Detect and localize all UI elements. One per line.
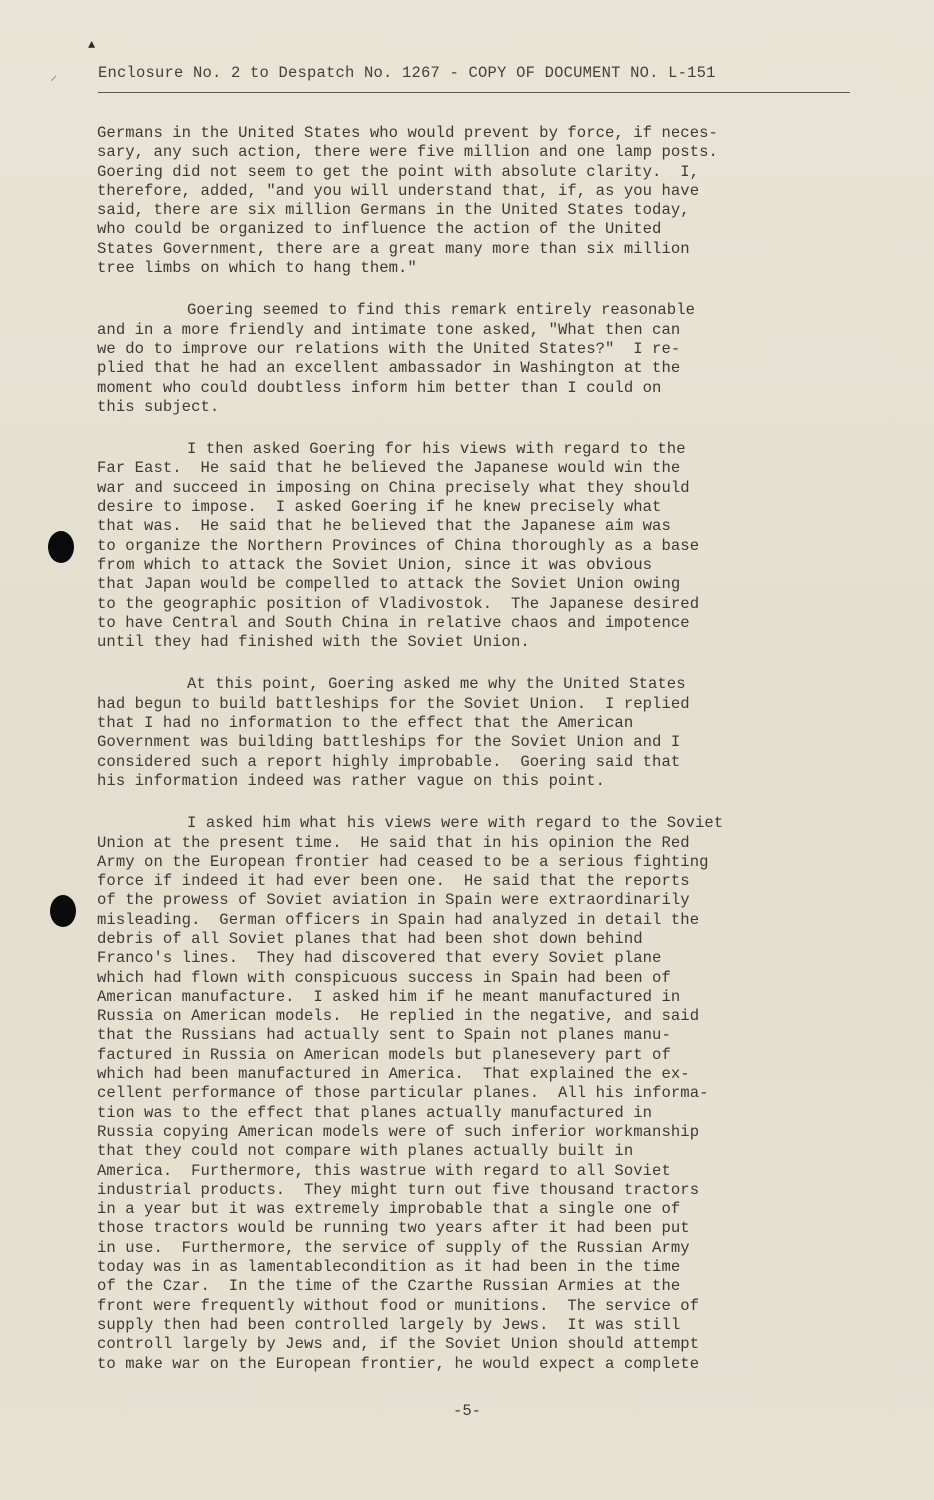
text-line: tree limbs on which to hang them." — [97, 259, 417, 278]
text-line: Russia copying American models were of such inferior workmanship — [97, 1122, 700, 1141]
corner-mark: ▲ — [88, 38, 96, 52]
text-line: tion was to the effect that planes actually manufactured in — [97, 1103, 653, 1122]
text-line: said, there are six million Germans in the United States today, — [97, 201, 690, 220]
edge-mark: ⸝ — [50, 69, 57, 85]
text-line: and in a more friendly and intimate tone asked, "What then can — [97, 320, 681, 339]
text-line: misleading. German officers in Spain had analyzed in detail the — [97, 910, 700, 929]
text-line: from which to attack the Soviet Union, since it was obvious — [97, 555, 653, 574]
text-line: front were frequently without food or munitions. The service of — [97, 1296, 700, 1315]
text-line: of the prowess of Soviet aviation in Spain were extraordinarily — [97, 891, 690, 910]
text-line: sary, any such action, there were five million and one lamp posts. — [97, 143, 718, 162]
text-line: we do to improve our relations with the United States?" I re- — [97, 339, 681, 358]
text-line: Goering did not seem to get the point with absolute clarity. I, — [97, 162, 700, 181]
text-line: American manufacture. I asked him if he meant manufactured in — [97, 987, 681, 1006]
text-line: controll largely by Jews and, if the Soviet Union should attempt — [97, 1335, 700, 1354]
text-line: those tractors would be running two years after it had been put — [97, 1219, 690, 1238]
text-line: to make war on the European frontier, he would expect a complete — [97, 1354, 700, 1373]
text-line: in a year but it was extremely improbable that a single one of — [97, 1200, 681, 1219]
text-line: Far East. He said that he believed the Japanese would win the — [97, 459, 681, 478]
text-line: this subject. — [97, 397, 220, 416]
text-line: to have Central and South China in relative chaos and impotence — [97, 613, 690, 632]
text-line: of the Czar. In the time of the Czarthe Russian Armies at the — [97, 1277, 681, 1296]
text-line: I asked him what his views were with regard to the Soviet — [187, 814, 724, 833]
paragraph-1 — [97, 124, 857, 278]
paragraph-5 — [97, 814, 857, 1374]
text-line: States Government, there are a great many more than six million — [97, 239, 690, 258]
punch-hole — [50, 895, 76, 927]
text-line: plied that he had an excellent ambassador in Washington at the — [97, 359, 681, 378]
text-line: which had flown with conspicuous success in Spain had been of — [97, 968, 671, 987]
text-line: supply then had been controlled largely by Jews. It was still — [97, 1315, 681, 1334]
text-line: today was in as lamentablecondition as it had been in the time — [97, 1258, 681, 1277]
text-line: therefore, added, "and you will understand that, if, as you have — [97, 181, 700, 200]
text-line: to the geographic position of Vladivostok. The Japanese desired — [97, 594, 700, 613]
text-line: Army on the European frontier had ceased to be a serious fighting — [97, 852, 709, 871]
text-line: that the Russians had actually sent to Spain not planes manu- — [97, 1026, 671, 1045]
text-line: considered such a report highly improbable. Goering said that — [97, 752, 681, 771]
punch-hole — [48, 531, 74, 563]
text-line: Goering seemed to find this remark entirely reasonable — [187, 301, 696, 320]
text-line: factured in Russia on American models but planesevery part of — [97, 1045, 671, 1064]
paragraph-4 — [97, 675, 857, 791]
header-underline — [98, 92, 850, 93]
text-line: Government was building battleships for the Soviet Union and I — [97, 733, 681, 752]
enclosure-header: Enclosure No. 2 to Despatch No. 1267 - COPY OF DOCUMENT NO. L-151 — [98, 64, 716, 82]
text-line: war and succeed in imposing on China precisely what they should — [97, 478, 690, 497]
text-line: America. Furthermore, this wastrue with regard to all Soviet — [97, 1161, 671, 1180]
paragraph-2 — [97, 301, 857, 417]
text-line: I then asked Goering for his views with regard to the — [187, 440, 686, 459]
text-line: who could be organized to influence the action of the United — [97, 220, 662, 239]
text-line: that Japan would be compelled to attack the Soviet Union owing — [97, 575, 681, 594]
text-line: At this point, Goering asked me why the United States — [187, 675, 686, 694]
text-line: desire to impose. I asked Goering if he knew precisely what — [97, 498, 662, 517]
text-line: Union at the present time. He said that in his opinion the Red — [97, 833, 690, 852]
text-line: that I had no information to the effect that the American — [97, 714, 634, 733]
paragraph-3 — [97, 440, 857, 652]
text-line: debris of all Soviet planes that had been shot down behind — [97, 929, 643, 948]
text-line: his information indeed was rather vague on this point. — [97, 771, 606, 790]
page-number: -5- — [453, 1402, 481, 1420]
text-line: had begun to build battleships for the Soviet Union. I replied — [97, 694, 690, 713]
text-line: in use. Furthermore, the service of supply of the Russian Army — [97, 1238, 690, 1257]
text-line: Franco's lines. They had discovered that every Soviet plane — [97, 949, 662, 968]
text-line: Germans in the United States who would prevent by force, if neces- — [97, 124, 718, 142]
text-line: industrial products. They might turn out five thousand tractors — [97, 1180, 700, 1199]
text-line: until they had finished with the Soviet Union. — [97, 633, 530, 652]
text-line: to organize the Northern Provinces of China thoroughly as a base — [97, 536, 700, 555]
text-line: that they could not compare with planes actually built in — [97, 1142, 634, 1161]
text-line: that was. He said that he believed that the Japanese aim was — [97, 517, 671, 536]
text-line: cellent performance of those particular planes. All his informa- — [97, 1084, 709, 1103]
text-line: force if indeed it had ever been one. He said that the reports — [97, 872, 690, 891]
text-line: which had been manufactured in America. That explained the ex- — [97, 1065, 690, 1084]
document-body — [97, 124, 857, 1397]
text-line: Russia on American models. He replied in the negative, and said — [97, 1007, 700, 1026]
text-line: moment who could doubtless inform him better than I could on — [97, 378, 662, 397]
